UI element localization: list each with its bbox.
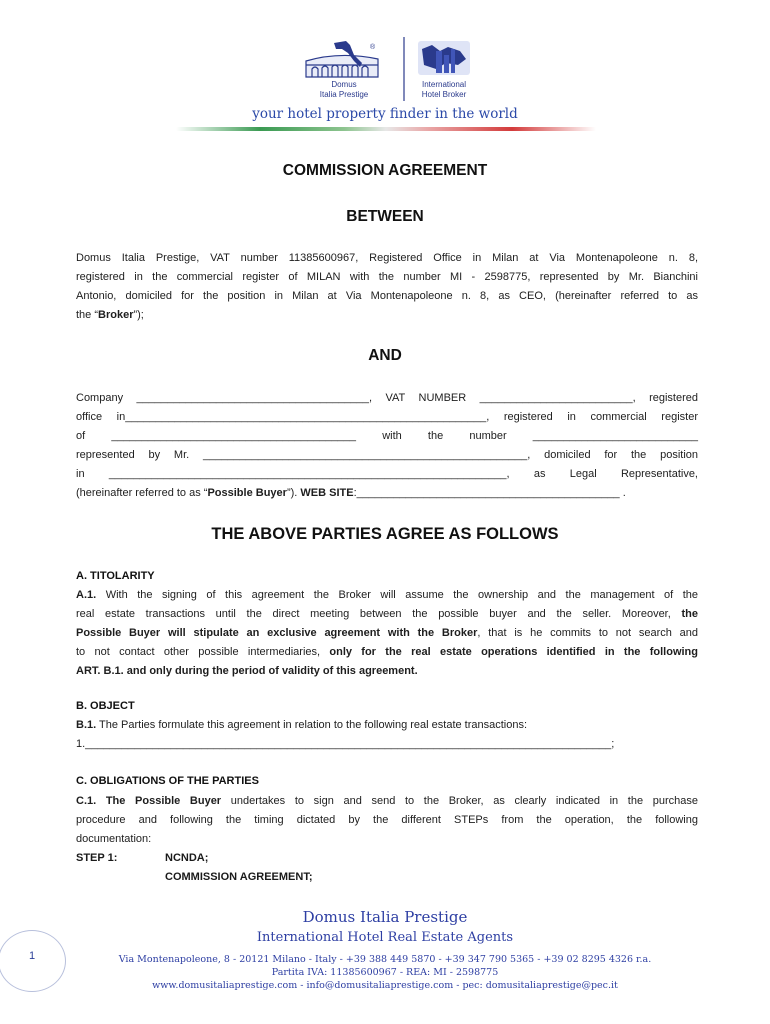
section-a-line4 bbox=[76, 643, 698, 662]
party2-line6-mid: ”). bbox=[286, 487, 301, 499]
possible-buyer-term: Possible Buyer bbox=[207, 487, 287, 499]
agree-heading: THE ABOVE PARTIES AGREE AS FOLLOWS bbox=[211, 525, 559, 543]
section-b-line1 bbox=[76, 716, 698, 735]
website-label: WEB SITE bbox=[300, 487, 354, 499]
and-heading: AND bbox=[368, 347, 402, 364]
party1-line2: registered in the commercial register of MILAN with the number MI - 2598775, represented by Mr. Bianchini bbox=[76, 271, 698, 283]
section-c-line2: procedure and following the timing dictated by the different STEPs from the operation, the following bbox=[76, 814, 698, 826]
logo-left-line1: Domus bbox=[331, 80, 357, 89]
party1-line3: Antonio, domiciled for the position in Milan at Via Montenapoleone n. 8, as CEO, (hereinafter referred to as bbox=[76, 290, 698, 302]
section-a-text4: to not contact other possible intermediaries, bbox=[76, 646, 330, 658]
logo-right-line1: International bbox=[421, 80, 467, 89]
section-a-text1: With the signing of this agreement the Broker will assume the ownership and the management of the bbox=[96, 589, 698, 601]
section-c-heading: C. OBLIGATIONS OF THE PARTIES bbox=[76, 775, 259, 787]
section-b-heading: B. OBJECT bbox=[76, 700, 135, 712]
section-a-text3: , that is he commits to not search and bbox=[477, 627, 699, 639]
logo-left-caption bbox=[300, 80, 388, 100]
section-a-number: A.1. bbox=[76, 589, 97, 601]
section-a-line5 bbox=[76, 662, 698, 681]
party1-line4-post: ”); bbox=[133, 309, 144, 321]
section-b-number: B.1. bbox=[76, 719, 97, 731]
party2-line3: of ________________________________________ with the number ___________________________ bbox=[76, 430, 698, 442]
section-a-line1 bbox=[76, 586, 698, 605]
footer-company-name: Domus Italia Prestige bbox=[302, 908, 468, 926]
step1-item-commission: COMMISSION AGREEMENT; bbox=[165, 871, 313, 883]
section-a-line2 bbox=[76, 605, 698, 624]
website-blank: :___________________________________________ . bbox=[353, 487, 626, 499]
logo-left-line2: Italia Prestige bbox=[319, 90, 369, 99]
party2-line5: in _________________________________________________________________, as Legal Representative, bbox=[76, 468, 698, 480]
party1-line4-pre: the “ bbox=[76, 309, 99, 321]
footer-address: Via Montenapoleone, 8 - 20121 Milano - Italy - +39 388 449 5870 - +39 347 790 5365 - +39 02 8295 4326 r.a. bbox=[118, 954, 652, 965]
italian-flag-divider bbox=[176, 127, 596, 131]
logo-right-caption bbox=[408, 80, 480, 100]
section-c-line3: documentation: bbox=[76, 833, 152, 845]
step1-item-ncnda: NCNDA; bbox=[165, 852, 209, 864]
footer-web: www.domusitaliaprestige.com - info@domusitaliaprestige.com - pec: domusitaliaprestige@pec.it bbox=[152, 980, 618, 991]
tagline: your hotel property finder in the world bbox=[252, 106, 518, 122]
section-c-line1 bbox=[76, 792, 698, 811]
section-a-bold5: ART. B.1. and only during the period of validity of this agreement. bbox=[76, 665, 418, 677]
logo-right-line2: Hotel Broker bbox=[421, 90, 467, 99]
party2-line6-pre: (hereinafter referred to as “ bbox=[76, 487, 208, 499]
footer-subtitle: International Hotel Real Estate Agents bbox=[256, 930, 514, 945]
between-heading: BETWEEN bbox=[346, 208, 424, 225]
section-c-text1: undertakes to sign and send to the Broker, as clearly indicated in the purchase bbox=[221, 795, 698, 807]
section-a-text2: real estate transactions until the direct meeting between the possible buyer and the seller. Moreover, bbox=[76, 608, 682, 620]
colosseum-icon bbox=[306, 55, 378, 77]
party2-line6 bbox=[76, 484, 698, 503]
step1-label: STEP 1: bbox=[76, 852, 118, 864]
section-a-bold2: the bbox=[681, 608, 698, 620]
globe-building-icon bbox=[418, 41, 470, 75]
document-title: COMMISSION AGREEMENT bbox=[282, 162, 488, 179]
section-b-line2: 1.______________________________________________________________________________________; bbox=[76, 738, 615, 750]
section-b-text1: The Parties formulate this agreement in relation to the following real estate transactions: bbox=[96, 719, 528, 731]
section-a-bold3: Possible Buyer will stipulate an exclusive agreement with the Broker bbox=[76, 627, 478, 639]
section-c-number: C.1. The Possible Buyer bbox=[76, 795, 222, 807]
section-a-heading: A. TITOLARITY bbox=[76, 570, 155, 582]
svg-text:®: ® bbox=[370, 44, 376, 51]
footer-vat: Partita IVA: 11385600967 - REA: MI - 2598775 bbox=[271, 967, 499, 978]
party2-line1: Company ______________________________________, VAT NUMBER _________________________, registered bbox=[76, 392, 698, 404]
party2-line4: represented by Mr. _____________________________________________________, domiciled for the position bbox=[76, 449, 698, 461]
section-a-line3 bbox=[76, 624, 698, 643]
broker-term: Broker bbox=[98, 309, 134, 321]
party2-line2: office in___________________________________________________________, registered in commercial register bbox=[76, 411, 698, 423]
page-number: 1 bbox=[28, 950, 36, 962]
party1-line4 bbox=[76, 306, 698, 325]
section-a-bold4: only for the real estate operations identified in the following bbox=[329, 646, 698, 658]
party1-line1: Domus Italia Prestige, VAT number 11385600967, Registered Office in Milan at Via Montenapoleone n. 8, bbox=[76, 252, 698, 264]
